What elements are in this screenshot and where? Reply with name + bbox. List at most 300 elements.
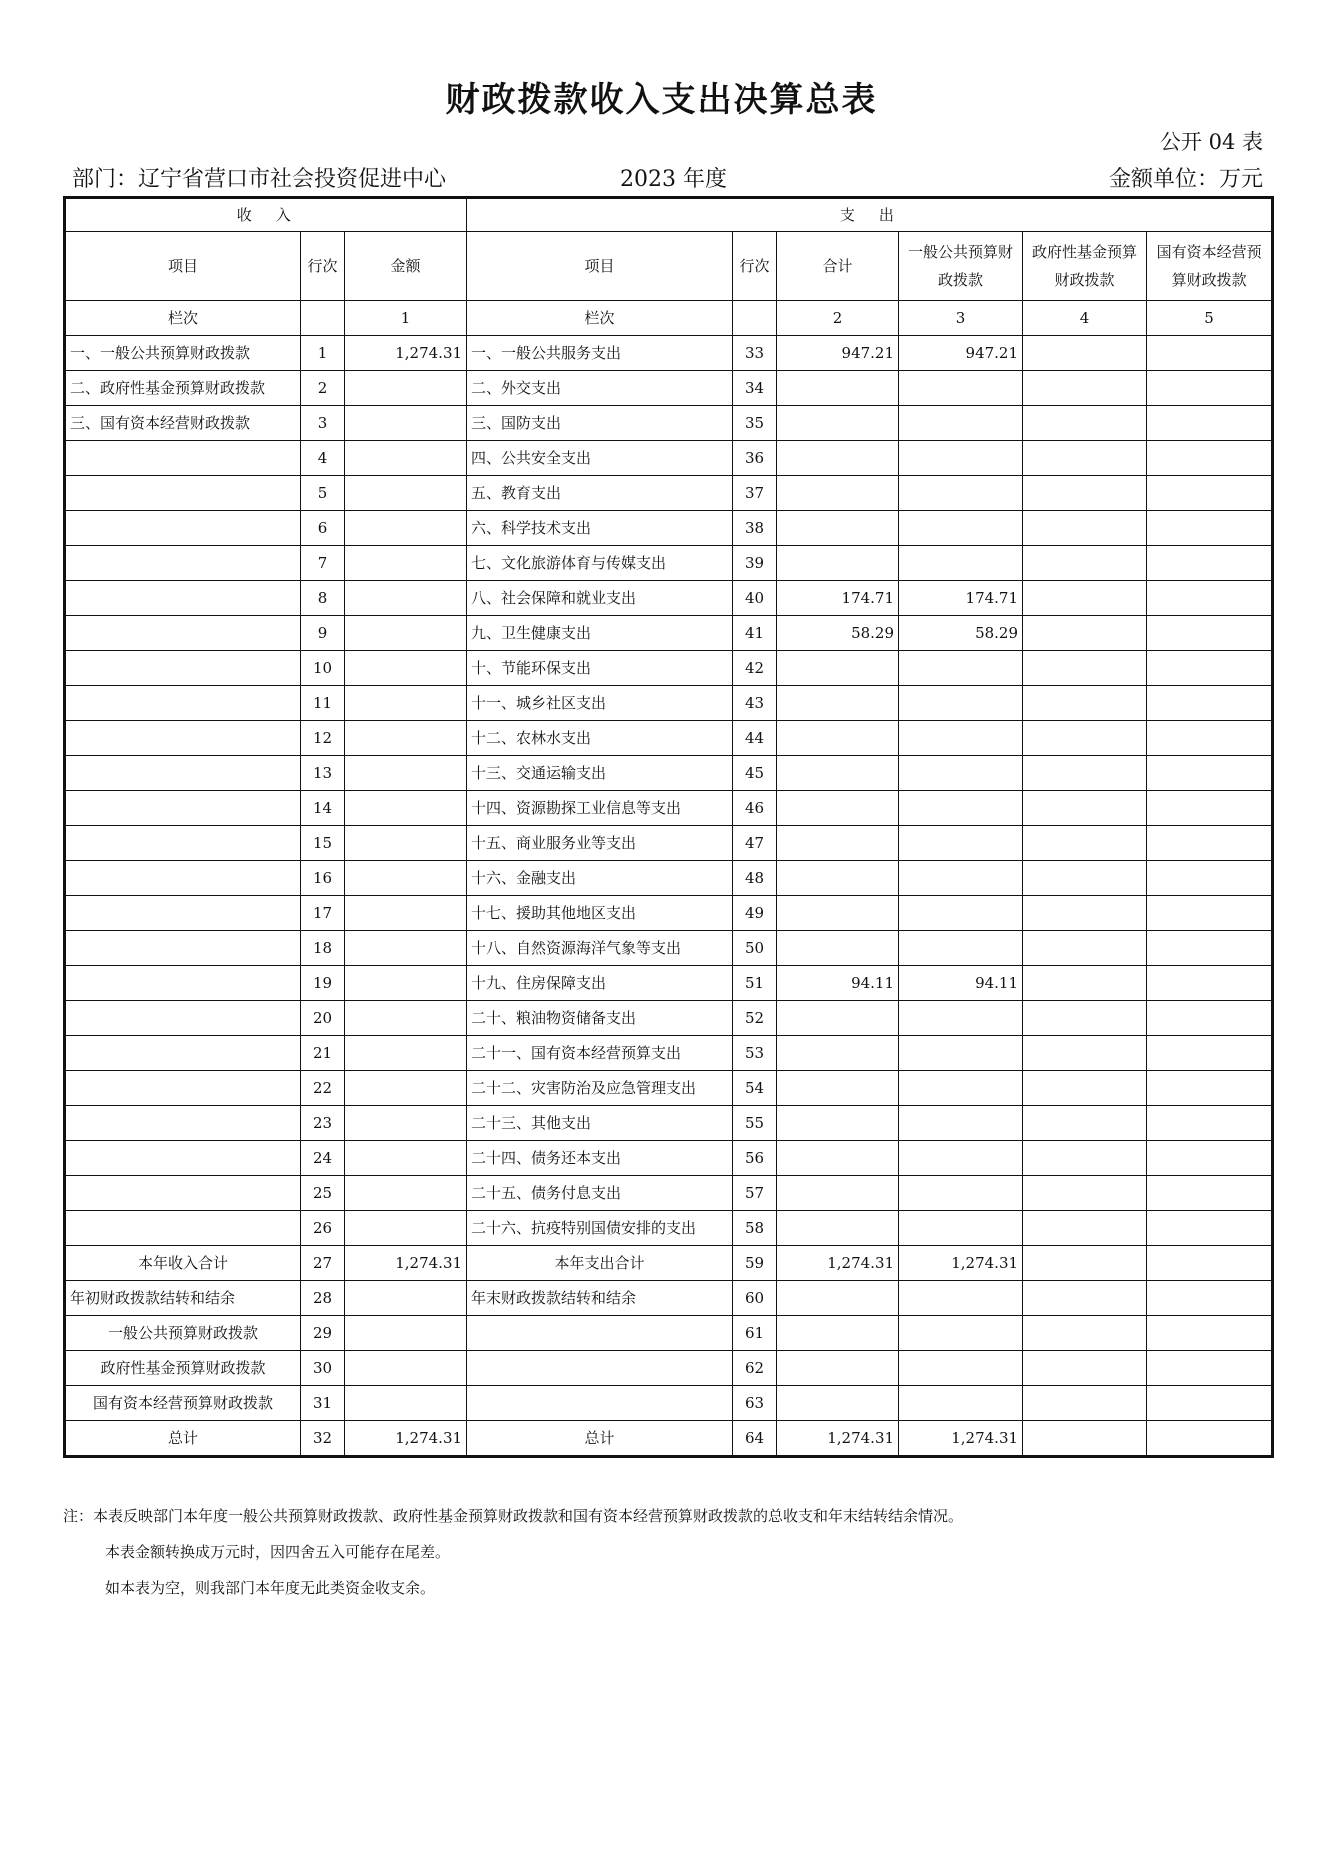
income-line-no: 17 [301,896,345,931]
income-amount [345,1176,467,1211]
expense-fund-budget [1023,616,1147,651]
expense-line-no: 33 [733,336,777,371]
income-item [65,686,301,721]
expense-item: 十四、资源勘探工业信息等支出 [467,791,733,826]
income-amount [345,1036,467,1071]
expense-total [777,1281,899,1316]
expense-fund-budget [1023,1071,1147,1106]
col-index-empty [301,301,345,336]
expense-item: 十一、城乡社区支出 [467,686,733,721]
expense-line-no: 53 [733,1036,777,1071]
expense-state-capital [1147,511,1273,546]
expense-item: 十七、援助其他地区支出 [467,896,733,931]
income-line-no: 32 [301,1421,345,1457]
income-line-no: 15 [301,826,345,861]
expense-state-capital [1147,931,1273,966]
expense-line-no: 42 [733,651,777,686]
expense-total [777,826,899,861]
expense-state-capital [1147,1421,1273,1457]
expense-general-budget [899,756,1023,791]
expense-total [777,1141,899,1176]
expense-item-header: 项目 [467,232,733,301]
expense-fund-budget [1023,1316,1147,1351]
expense-general-budget: 1,274.31 [899,1421,1023,1457]
income-amount [345,721,467,756]
table-row [65,826,1273,861]
income-header: 收 入 [65,198,467,232]
income-amount [345,371,467,406]
expense-total: 947.21 [777,336,899,371]
expense-item: 二十五、债务付息支出 [467,1176,733,1211]
income-amount [345,476,467,511]
expense-state-capital [1147,616,1273,651]
expense-item: 十二、农林水支出 [467,721,733,756]
income-line-no: 21 [301,1036,345,1071]
fiscal-year: 2023 年度 [620,167,727,192]
income-item [65,511,301,546]
income-line-no: 25 [301,1176,345,1211]
expense-total [777,511,899,546]
income-line-no: 14 [301,791,345,826]
expense-state-capital [1147,651,1273,686]
expense-line-header: 行次 [733,232,777,301]
expense-general-budget [899,1001,1023,1036]
expense-line-no: 61 [733,1316,777,1351]
income-item [65,861,301,896]
table-row [65,1211,1273,1246]
expense-line-no: 64 [733,1421,777,1457]
expense-state-capital [1147,966,1273,1001]
income-line-no: 1 [301,336,345,371]
expense-item [467,1386,733,1421]
expense-item: 十六、金融支出 [467,861,733,896]
income-item: 年初财政拨款结转和结余 [65,1281,301,1316]
expense-item: 总计 [467,1421,733,1457]
expense-line-no: 55 [733,1106,777,1141]
expense-general-budget [899,1141,1023,1176]
expense-fund-budget [1023,371,1147,406]
table-row [65,1351,1273,1386]
expense-fund-budget [1023,896,1147,931]
expense-line-no: 35 [733,406,777,441]
income-line-no: 19 [301,966,345,1001]
table-row [65,1001,1273,1036]
expense-item: 一、一般公共服务支出 [467,336,733,371]
income-line-no: 13 [301,756,345,791]
table-row [65,721,1273,756]
income-item [65,1106,301,1141]
col-index-4: 4 [1023,301,1147,336]
income-amount [345,931,467,966]
expense-line-no: 36 [733,441,777,476]
expense-total [777,476,899,511]
expense-general-budget: 1,274.31 [899,1246,1023,1281]
expense-fund-budget [1023,861,1147,896]
expense-item: 二十二、灾害防治及应急管理支出 [467,1071,733,1106]
income-item [65,931,301,966]
col-index-3: 3 [899,301,1023,336]
expense-general-budget [899,826,1023,861]
income-amount [345,511,467,546]
expense-total [777,1386,899,1421]
expense-item: 四、公共安全支出 [467,441,733,476]
expense-general-budget: 174.71 [899,581,1023,616]
expense-line-no: 63 [733,1386,777,1421]
expense-general-budget [899,406,1023,441]
income-item-header: 项目 [65,232,301,301]
expense-state-capital [1147,371,1273,406]
expense-item: 七、文化旅游体育与传媒支出 [467,546,733,581]
income-line-no: 2 [301,371,345,406]
expense-general-budget [899,371,1023,406]
income-amount [345,1316,467,1351]
expense-item: 五、教育支出 [467,476,733,511]
expense-general-budget [899,651,1023,686]
expense-line-no: 40 [733,581,777,616]
table-row [65,1036,1273,1071]
expense-line-no: 57 [733,1176,777,1211]
expense-general-budget: 94.11 [899,966,1023,1001]
income-amount: 1,274.31 [345,1246,467,1281]
expense-line-no: 54 [733,1071,777,1106]
expense-fund-budget [1023,1211,1147,1246]
expense-state-capital [1147,406,1273,441]
income-amount [345,1281,467,1316]
income-line-no: 10 [301,651,345,686]
expense-general-budget [899,1176,1023,1211]
income-item: 本年收入合计 [65,1246,301,1281]
expense-total [777,1001,899,1036]
expense-fund-budget [1023,336,1147,371]
income-amount [345,1211,467,1246]
expense-general-budget [899,686,1023,721]
expense-line-no: 62 [733,1351,777,1386]
col-index-1: 1 [345,301,467,336]
expense-total [777,896,899,931]
expense-general-budget [899,896,1023,931]
income-line-no: 26 [301,1211,345,1246]
table-row [65,1106,1273,1141]
col-index-empty-expense [733,301,777,336]
income-amount [345,546,467,581]
page-title: 财政拨款收入支出决算总表 [445,80,878,120]
table-row [65,476,1273,511]
income-line-header: 行次 [301,232,345,301]
header-row-sections [65,198,1273,232]
expense-fund-budget [1023,966,1147,1001]
income-line-no: 22 [301,1071,345,1106]
income-item [65,896,301,931]
expense-item [467,1351,733,1386]
income-line-no: 16 [301,861,345,896]
expense-item: 十九、住房保障支出 [467,966,733,1001]
expense-line-no: 49 [733,896,777,931]
expense-total [777,371,899,406]
expense-state-capital [1147,756,1273,791]
expense-general-budget [899,441,1023,476]
income-line-no: 23 [301,1106,345,1141]
income-item [65,721,301,756]
table-row [65,651,1273,686]
income-line-no: 29 [301,1316,345,1351]
income-line-no: 6 [301,511,345,546]
expense-fund-budget [1023,826,1147,861]
expense-total [777,441,899,476]
expense-state-capital [1147,1211,1273,1246]
table-row [65,406,1273,441]
income-amount [345,826,467,861]
income-item [65,1071,301,1106]
expense-item: 三、国防支出 [467,406,733,441]
income-amount [345,861,467,896]
expense-line-no: 58 [733,1211,777,1246]
table-row [65,1386,1273,1421]
expense-item: 十、节能环保支出 [467,651,733,686]
expense-state-capital [1147,1176,1273,1211]
expense-line-no: 44 [733,721,777,756]
expense-state-capital [1147,826,1273,861]
income-line-no: 27 [301,1246,345,1281]
expense-state-capital [1147,1246,1273,1281]
expense-total: 1,274.31 [777,1421,899,1457]
income-amount [345,756,467,791]
expense-item: 二十四、债务还本支出 [467,1141,733,1176]
income-amount [345,1141,467,1176]
income-line-no: 9 [301,616,345,651]
col-index-label: 栏次 [65,301,301,336]
expense-item: 本年支出合计 [467,1246,733,1281]
header-row-column-index [65,301,1273,336]
col-index-2: 2 [777,301,899,336]
income-line-no: 7 [301,546,345,581]
income-amount [345,1386,467,1421]
expense-fund-budget [1023,1036,1147,1071]
expense-fund-budget [1023,1176,1147,1211]
income-line-no: 12 [301,721,345,756]
income-amount [345,896,467,931]
table-row [65,511,1273,546]
expense-general-budget [899,1071,1023,1106]
expense-total [777,651,899,686]
expense-line-no: 41 [733,616,777,651]
income-amount [345,1071,467,1106]
income-item [65,441,301,476]
income-item [65,1176,301,1211]
expense-item [467,1316,733,1351]
income-amount [345,651,467,686]
table-row [65,1281,1273,1316]
income-item [65,791,301,826]
expense-total [777,1176,899,1211]
expense-line-no: 38 [733,511,777,546]
expense-total [777,546,899,581]
expense-fund-budget [1023,441,1147,476]
expense-state-capital [1147,1106,1273,1141]
income-amount [345,616,467,651]
table-row [65,1176,1273,1211]
expense-total [777,1211,899,1246]
expense-line-no: 60 [733,1281,777,1316]
total-header: 合计 [777,232,899,301]
expense-state-capital [1147,896,1273,931]
expense-item: 二十三、其他支出 [467,1106,733,1141]
table-row [65,931,1273,966]
expense-item: 十五、商业服务业等支出 [467,826,733,861]
table-row [65,1316,1273,1351]
expense-general-budget [899,861,1023,896]
income-item [65,581,301,616]
expense-total [777,1351,899,1386]
department-label: 部门：辽宁省营口市社会投资促进中心 [72,167,447,192]
expense-line-no: 52 [733,1001,777,1036]
expense-general-budget [899,1316,1023,1351]
expense-item: 十八、自然资源海洋气象等支出 [467,931,733,966]
state-capital-header: 国有资本经营预算财政拨款 [1147,232,1273,301]
expense-total [777,931,899,966]
expense-state-capital [1147,546,1273,581]
expense-total: 174.71 [777,581,899,616]
expense-fund-budget [1023,1001,1147,1036]
table-row [65,1421,1273,1457]
expense-fund-budget [1023,721,1147,756]
expense-total: 58.29 [777,616,899,651]
expense-general-budget [899,931,1023,966]
expense-general-budget [899,1106,1023,1141]
expense-total [777,756,899,791]
expense-state-capital [1147,476,1273,511]
form-number: 公开 04 表 [1159,130,1263,154]
expense-line-no: 48 [733,861,777,896]
expense-line-no: 45 [733,756,777,791]
expense-state-capital [1147,1281,1273,1316]
fund-budget-header: 政府性基金预算财政拨款 [1023,232,1147,301]
expense-header: 支 出 [467,198,1273,232]
expense-fund-budget [1023,1246,1147,1281]
expense-state-capital [1147,441,1273,476]
notes [63,1498,963,1606]
expense-fund-budget [1023,406,1147,441]
income-line-no: 24 [301,1141,345,1176]
expense-item: 八、社会保障和就业支出 [467,581,733,616]
income-amount: 1,274.31 [345,336,467,371]
expense-item: 二十一、国有资本经营预算支出 [467,1036,733,1071]
unit-label: 金额单位：万元 [1108,167,1263,192]
expense-general-budget: 58.29 [899,616,1023,651]
expense-state-capital [1147,1141,1273,1176]
expense-state-capital [1147,1316,1273,1351]
expense-fund-budget [1023,1386,1147,1421]
income-line-no: 3 [301,406,345,441]
income-line-no: 8 [301,581,345,616]
expense-fund-budget [1023,791,1147,826]
expense-general-budget [899,1211,1023,1246]
expense-fund-budget [1023,546,1147,581]
expense-general-budget [899,1351,1023,1386]
income-amount [345,791,467,826]
table-row [65,1246,1273,1281]
expense-line-no: 47 [733,826,777,861]
header-row-columns [65,232,1273,301]
note-3: 如本表为空，则我部门本年度无此类资金收支余。 [105,1579,436,1597]
income-item [65,1001,301,1036]
note-1: 注：本表反映部门本年度一般公共预算财政拨款、政府性基金预算财政拨款和国有资本经营预算财政拨款的总收支和年末结转结余情况。 [63,1507,964,1525]
expense-fund-budget [1023,511,1147,546]
expense-state-capital [1147,1386,1273,1421]
income-item: 二、政府性基金预算财政拨款 [65,371,301,406]
income-amount [345,686,467,721]
income-item [65,966,301,1001]
expense-item: 年末财政拨款结转和结余 [467,1281,733,1316]
expense-fund-budget [1023,581,1147,616]
table-row [65,686,1273,721]
table-row [65,441,1273,476]
table-row [65,1141,1273,1176]
income-amount [345,1351,467,1386]
expense-fund-budget [1023,1421,1147,1457]
expense-fund-budget [1023,756,1147,791]
income-item: 一般公共预算财政拨款 [65,1316,301,1351]
expense-item: 二、外交支出 [467,371,733,406]
income-line-no: 28 [301,1281,345,1316]
expense-total [777,686,899,721]
expense-general-budget [899,1036,1023,1071]
expense-general-budget [899,1386,1023,1421]
expense-total: 1,274.31 [777,1246,899,1281]
expense-total [777,1316,899,1351]
expense-line-no: 56 [733,1141,777,1176]
expense-fund-budget [1023,1351,1147,1386]
table-row [65,756,1273,791]
expense-line-no: 51 [733,966,777,1001]
income-item: 政府性基金预算财政拨款 [65,1351,301,1386]
expense-total [777,1071,899,1106]
expense-item: 九、卫生健康支出 [467,616,733,651]
income-amount-header: 金额 [345,232,467,301]
expense-total [777,406,899,441]
expense-item: 六、科学技术支出 [467,511,733,546]
income-item [65,756,301,791]
table-row [65,546,1273,581]
expense-fund-budget [1023,1106,1147,1141]
expense-general-budget: 947.21 [899,336,1023,371]
expense-state-capital [1147,686,1273,721]
expense-line-no: 37 [733,476,777,511]
expense-state-capital [1147,1036,1273,1071]
income-item: 一、一般公共预算财政拨款 [65,336,301,371]
expense-line-no: 50 [733,931,777,966]
expense-general-budget [899,791,1023,826]
income-item: 总计 [65,1421,301,1457]
income-item [65,1036,301,1071]
expense-line-no: 59 [733,1246,777,1281]
table-row [65,616,1273,651]
expense-fund-budget [1023,686,1147,721]
table-row [65,861,1273,896]
income-amount [345,1001,467,1036]
expense-item: 二十六、抗疫特别国债安排的支出 [467,1211,733,1246]
income-item: 国有资本经营预算财政拨款 [65,1386,301,1421]
expense-fund-budget [1023,931,1147,966]
general-budget-header: 一般公共预算财政拨款 [899,232,1023,301]
expense-total [777,861,899,896]
table-row [65,371,1273,406]
expense-general-budget [899,1281,1023,1316]
income-line-no: 30 [301,1351,345,1386]
col-index-label-expense: 栏次 [467,301,733,336]
expense-total [777,1036,899,1071]
income-line-no: 31 [301,1386,345,1421]
income-line-no: 18 [301,931,345,966]
